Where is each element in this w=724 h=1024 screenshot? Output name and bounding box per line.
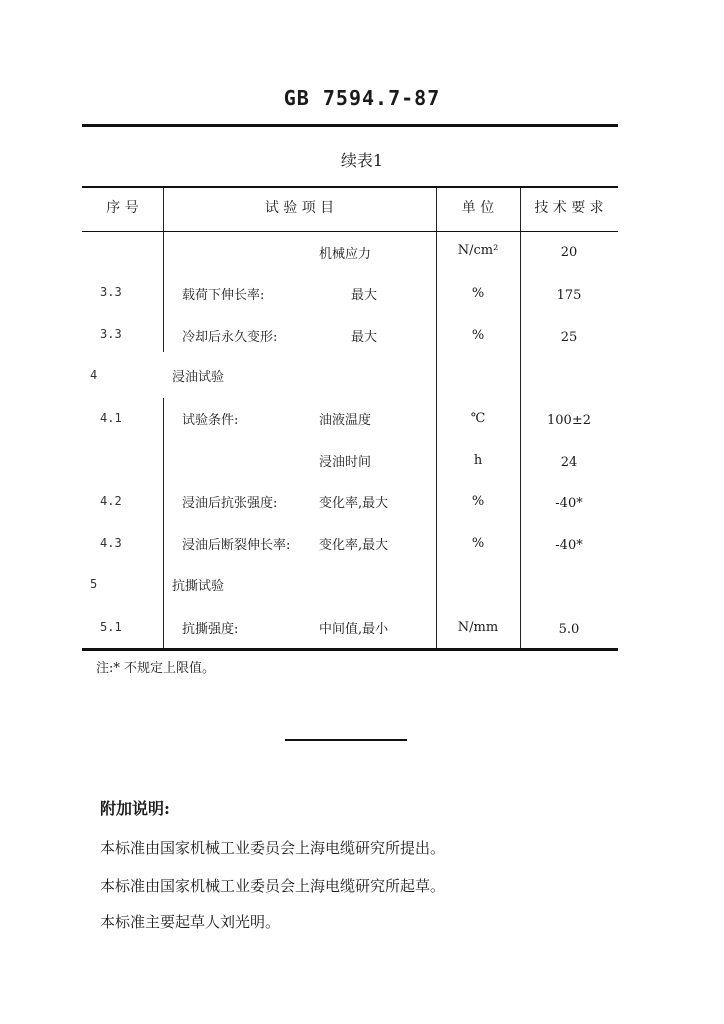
table-cell-item: 抗撕试验 <box>172 579 225 594</box>
table-cell-seq: 3.3 <box>100 327 122 341</box>
table-title: 续表1 <box>340 151 384 170</box>
table-cell-item: 抗撕强度: <box>182 622 239 637</box>
additional-note-line: 本标准由国家机械工业委员会上海电缆研究所提出。 <box>100 839 446 857</box>
header-item: 试 验 项 目 <box>264 200 335 216</box>
table-cell-condition: 浸油时间 <box>319 455 372 470</box>
header-unit: 单 位 <box>461 200 495 216</box>
table-cell-condition: 最大 <box>351 330 378 345</box>
document-code: GB 7594.7-87 <box>283 86 441 110</box>
table-cell-unit: % <box>471 536 485 551</box>
table-cell-condition: 中间值,最小 <box>319 622 389 637</box>
section-divider <box>285 739 407 741</box>
table-cell-requirement: -40* <box>555 496 583 511</box>
table-cell-item: 载荷下伸长率: <box>182 288 265 303</box>
table-cell-item: 试验条件: <box>182 413 239 428</box>
table-cell-requirement: 5.0 <box>558 622 580 637</box>
table-footnote: 注:* 不规定上限值。 <box>96 661 216 676</box>
table-cell-unit: N/mm <box>457 620 499 635</box>
table-cell-seq: 4.2 <box>100 494 122 508</box>
table-cell-unit: % <box>471 286 485 301</box>
table-cell-seq: 4.1 <box>100 411 122 425</box>
table-cell-unit: h <box>473 453 483 468</box>
table-cell-requirement: 20 <box>560 245 578 260</box>
table-cell-seq: 4.3 <box>100 536 122 550</box>
table-cell-requirement: 25 <box>560 330 578 345</box>
table-cell-condition: 变化率,最大 <box>319 496 389 511</box>
table-cell-condition: 油液温度 <box>319 413 372 428</box>
table-cell-seq: 3.3 <box>100 285 122 299</box>
additional-note-line: 本标准由国家机械工业委员会上海电缆研究所起草。 <box>100 877 446 895</box>
table-cell-seq: 5 <box>90 577 98 591</box>
column-divider <box>163 232 164 352</box>
table-cell-requirement: 100±2 <box>547 413 591 428</box>
table-cell-condition: 最大 <box>351 288 378 303</box>
table-cell-seq: 4 <box>90 368 98 382</box>
table-cell-requirement: 24 <box>560 455 578 470</box>
table-bottom-rule <box>82 648 618 651</box>
additional-notes-title: 附加说明: <box>100 799 170 818</box>
header-seq: 序 号 <box>106 200 139 216</box>
table-cell-item: 浸油试验 <box>172 370 225 385</box>
table-cell-unit: ℃ <box>470 411 486 426</box>
additional-note-line: 本标准主要起草人刘光明。 <box>100 913 281 931</box>
table-cell-condition: 变化率,最大 <box>319 538 389 553</box>
table-cell-unit: % <box>471 494 485 509</box>
table-cell-item: 浸油后抗张强度: <box>182 496 278 511</box>
table-cell-requirement: 175 <box>556 288 582 303</box>
table-cell-item: 冷却后永久变形: <box>182 330 278 345</box>
table-cell-requirement: -40* <box>555 538 583 553</box>
table-cell-unit: N/cm² <box>457 243 499 258</box>
header-requirement: 技 术 要 求 <box>534 200 604 216</box>
table-cell-item: 浸油后断裂伸长率: <box>182 538 291 553</box>
header-rule <box>82 124 618 127</box>
table-cell-unit: % <box>471 328 485 343</box>
table-cell-seq: 5.1 <box>100 620 122 634</box>
table-cell-condition: 机械应力 <box>319 247 372 262</box>
column-divider <box>163 398 164 648</box>
